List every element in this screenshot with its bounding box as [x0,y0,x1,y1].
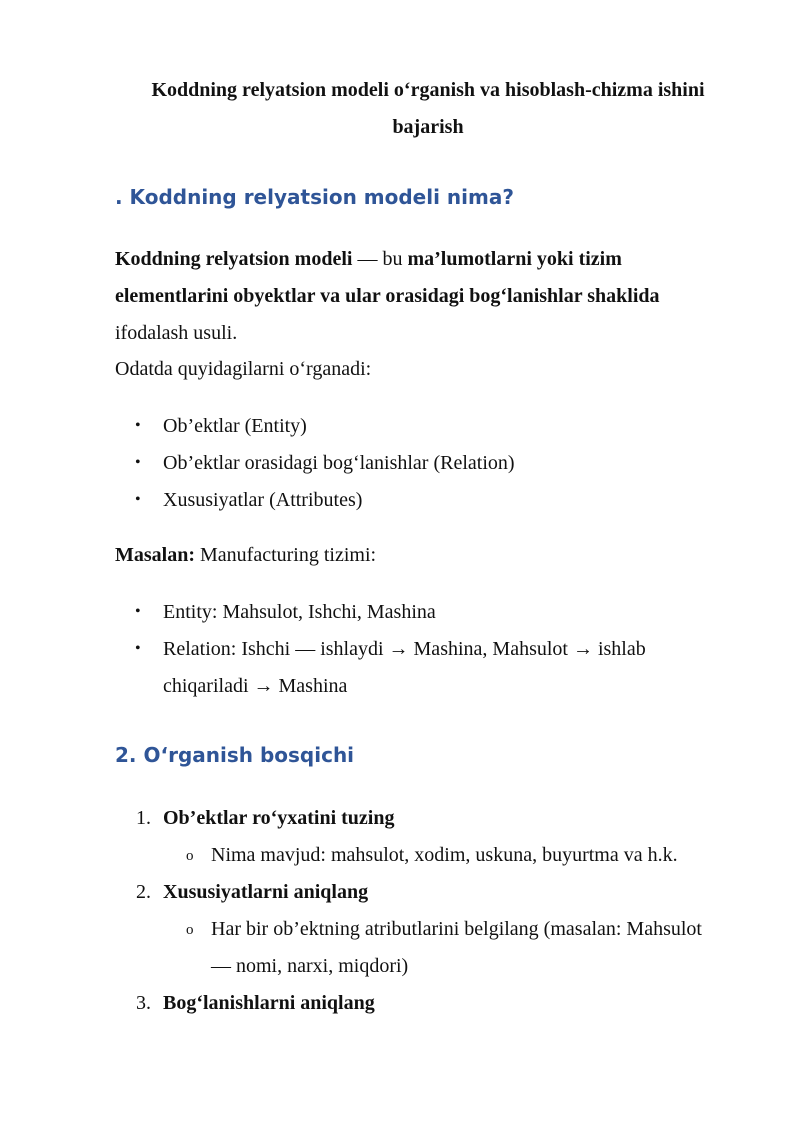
bullet-icon: • [135,417,141,434]
definition-line-1 [115,247,622,271]
intro-text: Odatda quyidagilarni o‘rganadi: [115,358,372,380]
step-title: Bog‘lanishlarni aniqlang [163,992,375,1014]
definition-term: Koddning relyatsion modeli [115,248,353,270]
definition-line-2 [115,284,660,308]
example-text: Manufacturing tizimi: [195,544,377,566]
list-item: Ob’ektlar (Entity) [163,415,307,437]
section-1-heading: . Koddning relyatsion modeli nima? [115,185,514,209]
definition-emphasis: ma’lumotlarni yoki tizim [407,248,622,270]
sub-bullet-icon: o [186,922,194,938]
sub-bullet-icon: o [186,848,194,864]
step-number: 1. [136,807,151,829]
bullet-icon: • [135,454,141,471]
list-item: Ob’ektlar orasidagi bog‘lanishlar (Relation) [163,452,515,474]
step-title: Xususiyatlarni aniqlang [163,881,369,903]
page-title: Koddning relyatsion modeli o‘rganish va hisoblash-chizma ishini bajarish [151,79,705,138]
section-2-heading: 2. O‘rganish bosqichi [115,743,355,767]
step-number: 2. [136,881,151,903]
definition-emphasis-cont: elementlarini obyektlar va ular orasidagi bog‘lanishlar shaklida [115,285,660,307]
definition-line-3: ifodalash usuli. [115,322,238,344]
step-detail: Har bir ob’ektning atributlarini belgilang (masalan: Mahsulot [211,918,702,940]
step-number: 3. [136,992,151,1014]
example-label: Masalan: [115,544,195,566]
step-detail: Nima mavjud: mahsulot, xodim, uskuna, buyurtma va h.k. [211,844,678,866]
bullet-icon: • [135,603,141,620]
list-item-continuation: chiqariladi → Mashina [163,675,348,697]
example-line [115,543,376,567]
list-item: Xususiyatlar (Attributes) [163,489,363,511]
step-detail-continuation: — nomi, narxi, miqdori) [211,955,409,977]
list-item: Entity: Mahsulot, Ishchi, Mashina [163,601,436,623]
step-title: Ob’ektlar ro‘yxatini tuzing [163,807,395,829]
bullet-icon: • [135,491,141,508]
bullet-icon: • [135,640,141,657]
list-item: Relation: Ishchi — ishlaydi → Mashina, Mahsulot → ishlab [163,638,646,660]
definition-connector: — bu [352,248,408,270]
